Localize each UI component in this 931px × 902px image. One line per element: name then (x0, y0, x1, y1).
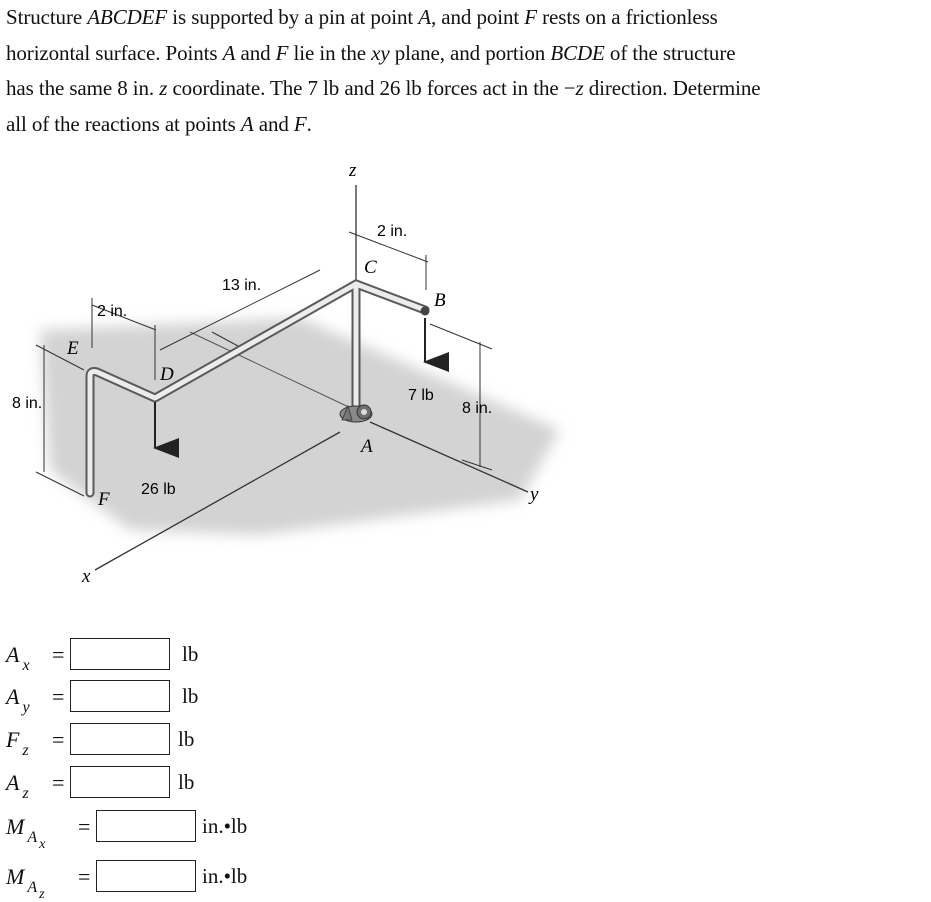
answer-symbol: A $_y$ (6, 684, 30, 716)
answer-symbol: F $_z$ (6, 727, 29, 759)
problem-statement (6, 0, 928, 142)
answer-symbol: A $_x$ (6, 642, 30, 674)
point-B-label: B (434, 290, 446, 311)
answer-row-Ax (0, 638, 260, 678)
structure-figure (0, 150, 931, 600)
answer-input-MAz[interactable] (96, 860, 196, 892)
answer-unit: lb (182, 684, 199, 708)
answer-row-Fz (0, 723, 260, 763)
force-26lb-label: 26 lb (141, 481, 176, 498)
force-7lb-label: 7 lb (408, 387, 434, 404)
point-C-label: C (364, 257, 377, 278)
dim-8in-right-label: 8 in. (462, 400, 493, 417)
problem-line-1: Structure ABCDEF is supported by a pin at point A, and point F rests on a frictionless (6, 5, 718, 29)
axis-x-label: x (82, 566, 91, 587)
answer-row-Ay (0, 680, 260, 720)
equals-sign: = (78, 864, 91, 889)
dim-13in-label: 13 in. (222, 277, 262, 294)
answer-unit: in.•lb (202, 864, 248, 888)
equals-sign: = (52, 770, 65, 795)
answer-row-MAx (0, 810, 300, 850)
equals-sign: = (52, 727, 65, 752)
answer-symbol: M $_A$ $_z$ (6, 864, 45, 902)
dim-8in-left-label: 8 in. (12, 395, 43, 412)
axis-z-label: z (349, 160, 357, 181)
equals-sign: = (52, 642, 65, 667)
ground-shadow (40, 318, 560, 535)
answer-symbol: M $_A$ $_x$ (6, 814, 46, 852)
answer-input-Ay[interactable] (70, 680, 170, 712)
answer-unit: lb (178, 770, 195, 794)
point-F-label: F (98, 489, 110, 510)
point-E-label: E (67, 338, 79, 359)
dim-2in-top-label: 2 in. (377, 223, 408, 240)
answer-unit: in.•lb (202, 814, 248, 838)
problem-line-3: has the same 8 in. z coordinate. The 7 lb and 26 lb forces act in the −z direction. Determine (6, 76, 761, 100)
axis-y-label: y (530, 484, 539, 505)
answer-row-MAz (0, 860, 300, 900)
problem-line-2: horizontal surface. Points A and F lie in the xy plane, and portion BCDE of the structure (6, 40, 736, 65)
answer-input-MAx[interactable] (96, 810, 196, 842)
answer-symbol: A $_z$ (6, 770, 29, 802)
answer-unit: lb (178, 727, 195, 751)
answer-input-Az[interactable] (70, 766, 170, 798)
problem-line-4: all of the reactions at points A and F. (6, 111, 312, 136)
equals-sign: = (52, 684, 65, 709)
point-B-end (421, 307, 430, 316)
equals-sign: = (78, 814, 91, 839)
answer-input-Fz[interactable] (70, 723, 170, 755)
answer-row-Az (0, 766, 260, 806)
answer-input-Ax[interactable] (70, 638, 170, 670)
point-D-label: D (160, 364, 174, 385)
answer-unit: lb (182, 642, 199, 666)
point-A-label: A (361, 436, 373, 457)
dim-2in-left-label: 2 in. (97, 303, 128, 320)
